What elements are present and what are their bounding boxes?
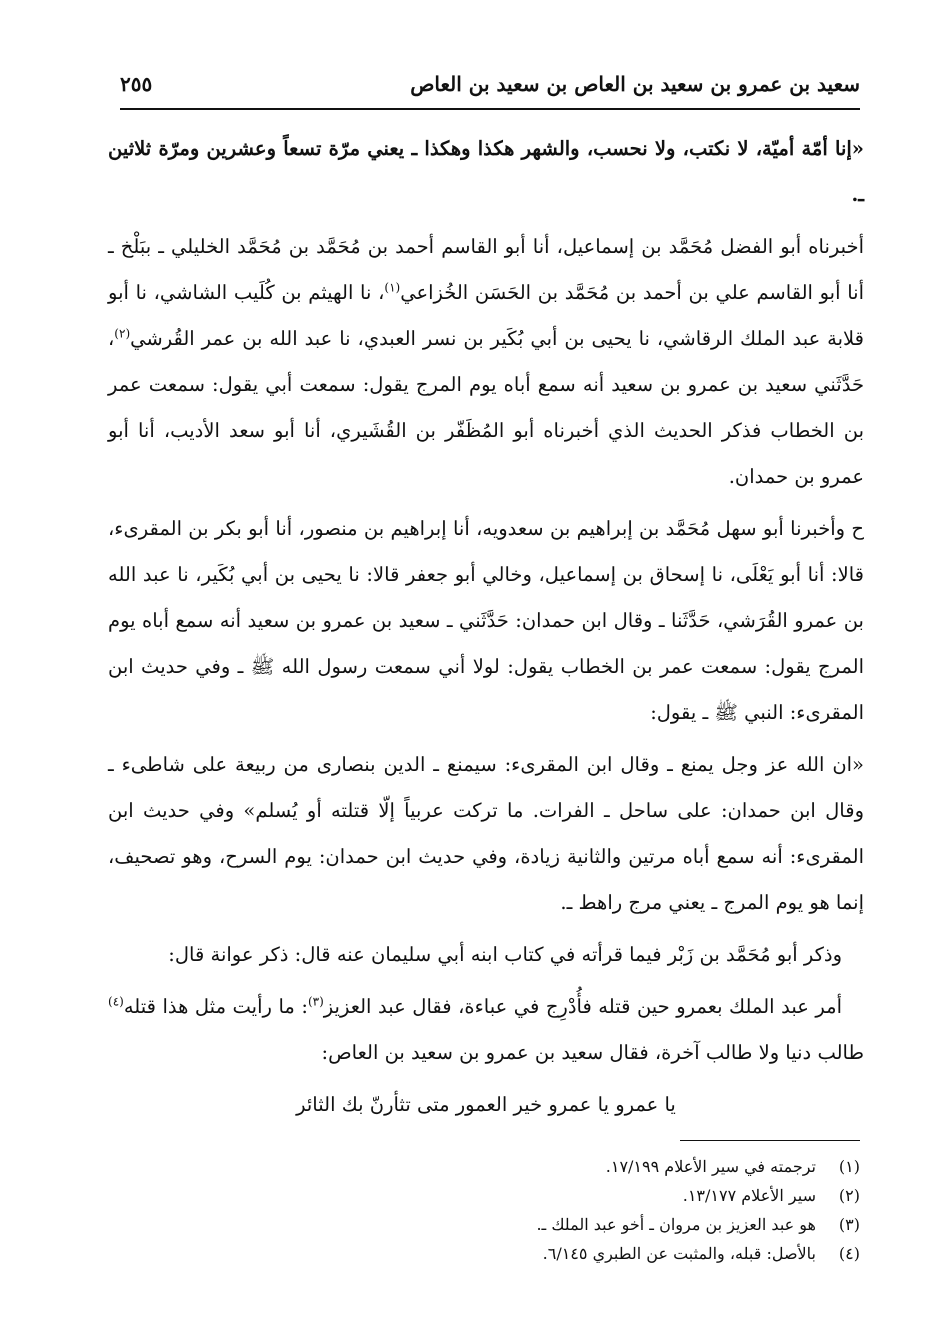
footnote-number: (٣) — [838, 1215, 860, 1234]
footnote-text: ترجمته في سير الأعلام ١٧/١٩٩. — [605, 1157, 816, 1176]
narrative-text-part-3: طالب دنيا ولا طالب آخرة، فقال سعيد بن عمرو بن سعيد بن العاص: — [321, 1041, 864, 1064]
isnad-text-part-2: ، نا الهيثم بن كُلَيب الشاشي، نا أبو قلابة عبد الملك الرقاشي، نا يحيى بن أبي بُكَير بن نسر العبدي، نا عبد الله بن عمر القُرشي — [108, 281, 864, 350]
footnote-text: هو عبد العزيز بن مروان ـ أخو عبد الملك ـ. — [536, 1215, 816, 1234]
isnad-paragraph-2: ح وأخبرنا أبو سهل مُحَمَّد بن إبراهيم بن سعدويه، أنا إبراهيم بن منصور، أنا أبو بكر بن المقرىء، قالا: أنا أبو يَعْلَى، نا إسحاق بن إسماعيل، وخالي أبو جعفر قالا: نا يحيى بن أبي بُكَير، نا عبد الله بن عمرو القُرَشي، حَدَّثَنا ـ وقال ابن حمدان: حَدَّثَني ـ سعيد بن عمرو بن سعيد أنه سمع أباه يوم المرج يقول: سمعت عمر بن الخطاب يقول: لولا أني سمعت رسول الله ﷺ ـ وفي حديث ابن المقرىء: النبي ﷺ ـ يقول: — [108, 517, 864, 724]
page-number: ٢٥٥ — [120, 72, 153, 96]
footnotes — [400, 1152, 860, 1268]
narrative-paragraph — [108, 984, 864, 1076]
footnote-item — [400, 1210, 860, 1239]
main-text — [108, 126, 864, 1134]
footnote-number: (٢) — [838, 1186, 860, 1205]
footnote-ref-1: (١) — [384, 280, 401, 295]
footnote-ref-2: (٢) — [114, 326, 131, 341]
page-header — [120, 64, 860, 110]
isnad-text-part-1: أخبرناه أبو الفضل مُحَمَّد بن إسماعيل، أنا أبو القاسم أحمد بن مُحَمَّد بن مُحَمَّد الخليلي ـ ببَلْخ ـ أنا أبو القاسم علي بن أحمد بن مُحَمَّد بن الحَسَن الخُزاعي — [108, 235, 864, 304]
hadith-text-paragraph: «إنا أمّة أميّة، لا نكتب، ولا نحسب، والشهر هكذا وهكذا ـ يعني مرّة تسعاً وعشرين ومرّة ثلاثين ـ. — [108, 137, 864, 206]
footnote-number: (١) — [838, 1157, 860, 1176]
report-paragraph: وذكر أبو مُحَمَّد بن زَبْر فيما قرأته في كتاب ابنه أبي سليمان عنه قال: ذكر عوانة قال: — [168, 943, 842, 966]
poetry-verse: يا عمرو يا عمرو خير العمور متى تثأرنّ بك الثائر — [296, 1093, 676, 1116]
footnote-text: بالأصل: قبله، والمثبت عن الطبري ٦/١٤٥. — [542, 1244, 816, 1263]
running-title: سعيد بن عمرو بن سعيد بن العاص بن سعيد بن العاص — [410, 72, 860, 96]
isnad-paragraph-1 — [108, 224, 864, 500]
footnote-item — [400, 1152, 860, 1181]
isnad-text-part-3: ، حَدَّثَني سعيد بن عمرو بن سعيد أنه سمع أباه يوم المرج يقول: سمعت أبي يقول: سمعت عمر بن الخطاب فذكر الحديث الذي أخبرناه أبو المُظَفّر بن القُشَيري، أنا أبو سعد الأديب، أنا أبو عمرو بن حمدان. — [108, 327, 864, 488]
footnote-text: سير الأعلام ١٣/١٧٧. — [682, 1186, 816, 1205]
footnote-ref-4: (٤) — [108, 994, 124, 1009]
footnote-divider — [680, 1140, 860, 1141]
footnote-ref-3: (٣) — [307, 994, 324, 1009]
narrative-text-part-2: : ما رأيت مثل هذا قتله — [123, 995, 308, 1018]
footnote-item — [400, 1239, 860, 1268]
footnote-item — [400, 1181, 860, 1210]
hadith-paragraph-2: «ان الله عز وجل يمنع ـ وقال ابن المقرىء: سيمنع ـ الدين بنصارى من ربيعة على شاطىء ـ وقال ابن حمدان: على ساحل ـ الفرات. ما تركت عربياً إلّا قتلته أو يُسلم» وفي حديث ابن المقرىء: أنه سمع أباه مرتين والثانية زيادة، وفي حديث ابن حمدان: يوم السرح، وهو تصحيف، إنما هو يوم المرج ـ يعني مرج راهط ـ. — [108, 753, 864, 914]
footnote-number: (٤) — [838, 1244, 860, 1263]
narrative-text-part-1: أمر عبد الملك بعمرو حين قتله فأُدْرِج في عباءة، فقال عبد العزيز — [323, 995, 842, 1018]
